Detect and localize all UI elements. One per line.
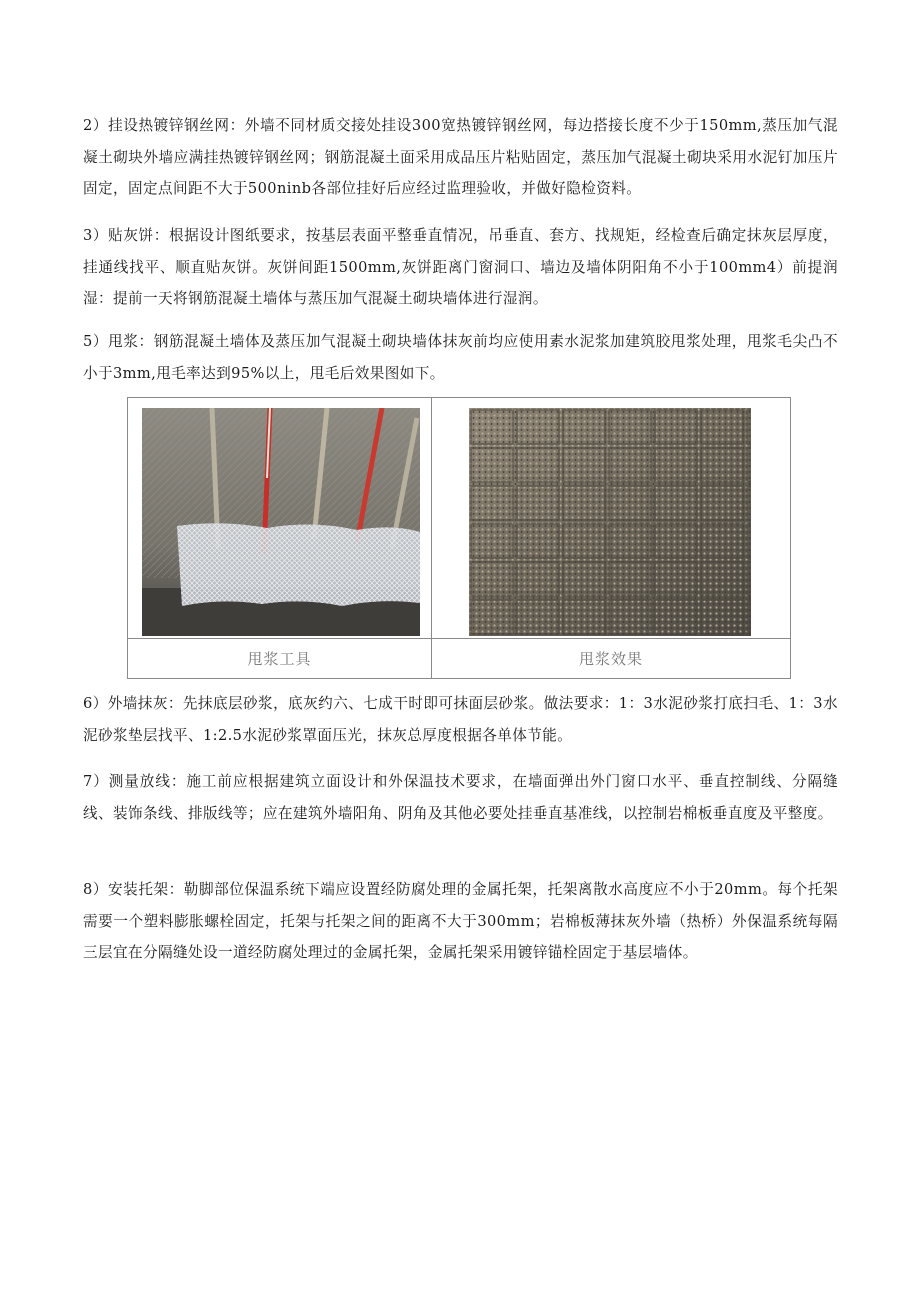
paragraph-slurry-splash: 5）甩浆：钢筋混凝土墙体及蒸压加气混凝土砌块墙体抹灰前均应使用素水泥浆加建筑胶甩浆处理，甩浆毛尖凸不小于3mm,甩毛率达到95%以上，甩毛后效果图如下。 <box>83 333 838 382</box>
slurry-figure-table <box>127 397 791 679</box>
paragraph-hang-wire-mesh: 2）挂设热镀锌钢丝网：外墙不同材质交接处挂设300宽热镀锌钢丝网，每边搭接长度不少于150mm,蒸压加气混凝土砌块外墙应满挂热镀锌钢丝网；钢筋混凝土面采用成品压片粘贴固定，蒸压加气混凝土砌块采用水泥钉加压片固定，固定点间距不大于500ninb各部位挂好后应经过监理验收，并做好隐检资料。 <box>83 117 838 197</box>
slurry-tools-caption: 甩浆工具 <box>247 650 312 668</box>
paragraph-survey-layout: 7）测量放线：施工前应根据建筑立面设计和外保温技术要求，在墙面弹出外门窗口水平、垂直控制线、分隔缝线、装饰条线、排版线等；应在建筑外墙阳角、阴角及其他必要处挂垂直基准线，以控制岩棉板垂直度及平整度。 <box>83 773 838 822</box>
slurry-tools-illustration <box>142 408 420 636</box>
paragraph-plaster-pads: 3）贴灰饼：根据设计图纸要求，按基层表面平整垂直情况，吊垂直、套方、找规矩，经检查后确定抹灰层厚度，挂通线找平、顺直贴灰饼。灰饼间距1500mm,灰饼距离门窗洞口、墙边及墙体阴阳角不小于100mm4）前提润湿：提前一天将钢筋混凝土墙体与蒸压加气混凝土砌块墙体进行湿润。 <box>83 227 838 307</box>
slurry-result-illustration <box>469 408 751 636</box>
slurry-result-caption: 甩浆效果 <box>578 650 643 668</box>
paragraph-install-brackets: 8）安装托架：勒脚部位保温系统下端应设置经防腐处理的金属托架，托架离散水高度应不小于20mm。每个托架需要一个塑料膨胀螺栓固定，托架与托架之间的距离不大于300mm；岩棉板薄抹灰外墙（热桥）外保温系统每隔三层宜在分隔缝处设一道经防腐处理过的金属托架，金属托架采用镀锌锚栓固定于基层墙体。 <box>83 881 838 961</box>
slurry-result-photo <box>469 408 751 636</box>
figure-column-divider <box>431 398 432 678</box>
slurry-tools-photo <box>142 408 420 636</box>
paragraph-exterior-plastering: 6）外墙抹灰：先抹底层砂浆，底灰约六、七成干时即可抹面层砂浆。做法要求：1：3水泥砂浆打底扫毛、1：3水泥砂浆垫层找平、1:2.5水泥砂浆罩面压光，抹灰总厚度根据各单体节能。 <box>83 695 838 744</box>
